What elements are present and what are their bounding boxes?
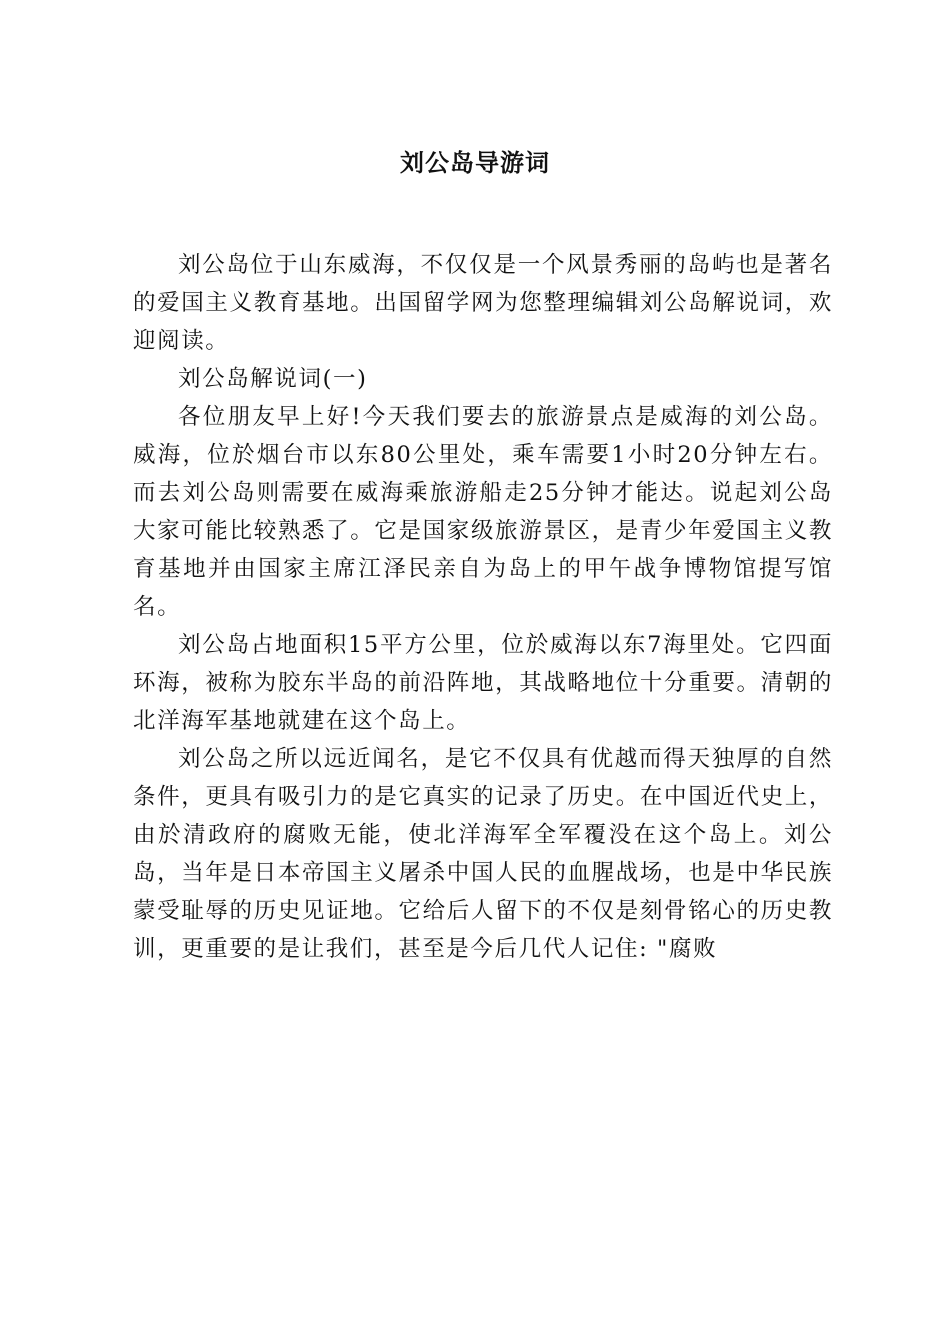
body-paragraph: 各位朋友早上好!今天我们要去的旅游景点是威海的刘公岛。威海，位於烟台市以东80公里处，乘车需要1小时20分钟左右。而去刘公岛则需要在威海乘旅游船走25分钟才能达。说起刘公岛大家可能比较熟悉了。它是国家级旅游景区，是青少年爱国主义教育基地并由国家主席江泽民亲自为岛上的甲午战争博物馆提写馆名。 [133,404,833,620]
section-heading: 刘公岛解说词(一) [178,366,368,392]
body-paragraph: 刘公岛占地面积15平方公里，位於威海以东7海里处。它四面环海，被称为胶东半岛的前沿阵地，其战略地位十分重要。清朝的北洋海军基地就建在这个岛上。 [133,632,833,734]
body-paragraph: 刘公岛之所以远近闻名，是它不仅具有优越而得天独厚的自然条件，更具有吸引力的是它真实的记录了历史。在中国近代史上，由於清政府的腐败无能，使北洋海军全军覆没在这个岛上。刘公岛，当年是日本帝国主义屠杀中国人民的血腥战场，也是中华民族蒙受耻辱的历史见证地。它给后人留下的不仅是刻骨铭心的历史教训，更重要的是让我们，甚至是今后几代人记住: "腐败 [133,746,833,962]
document-body [133,246,833,968]
intro-paragraph: 刘公岛位于山东威海，不仅仅是一个风景秀丽的岛屿也是著名的爱国主义教育基地。出国留学网为您整理编辑刘公岛解说词，欢迎阅读。 [133,252,833,354]
document-title: 刘公岛导游词 [400,148,550,177]
